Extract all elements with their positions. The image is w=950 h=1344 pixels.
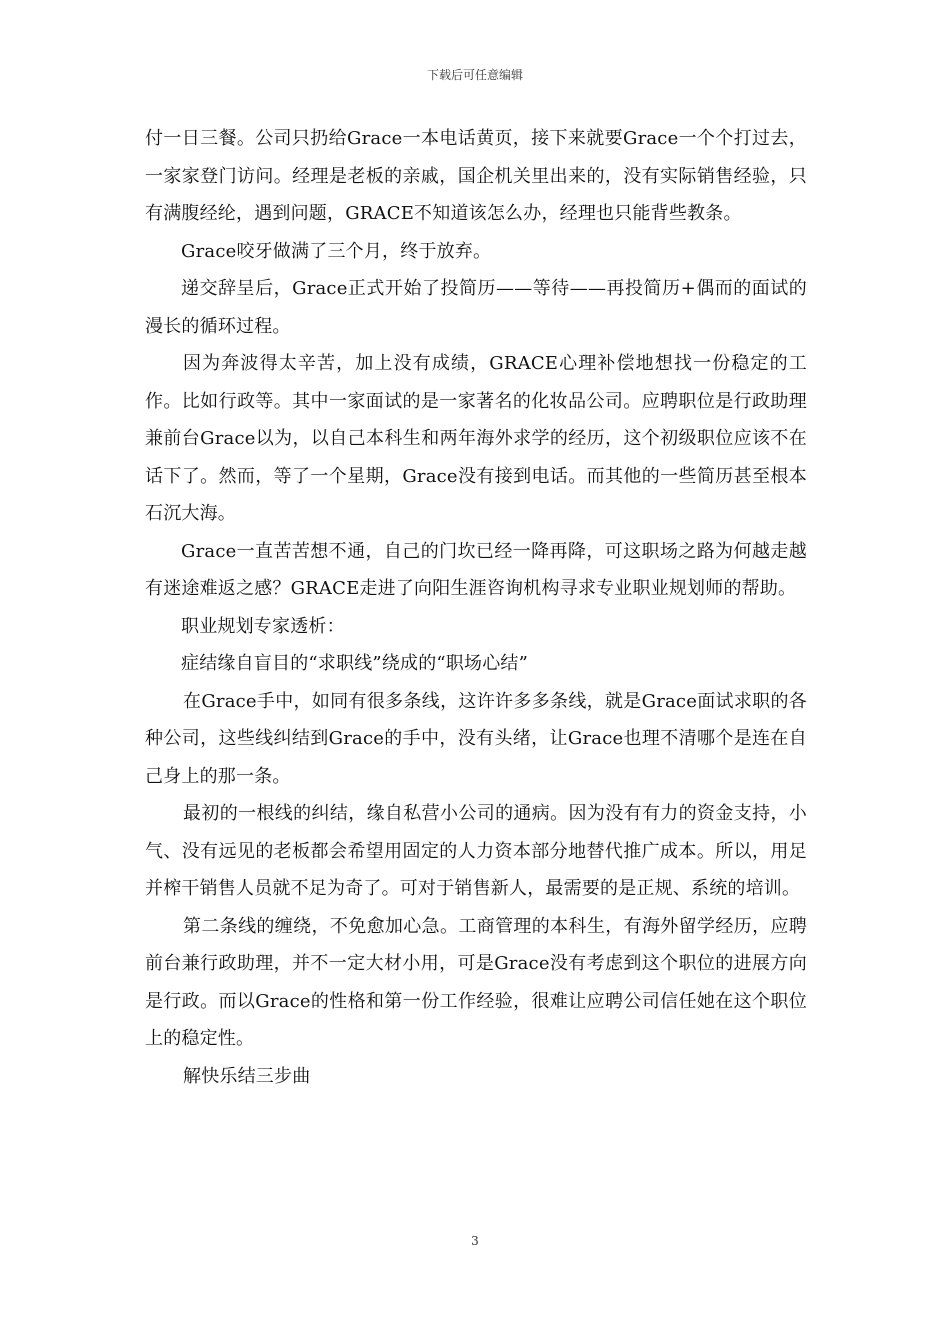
page-number: 3 — [471, 1234, 479, 1248]
paragraph-2: Grace咬牙做满了三个月，终于放弃。 — [181, 240, 492, 262]
paragraph-3: 递交辞呈后，Grace正式开始了投简历——等待——再投简历+偶而的面试的漫长的循环过程。 — [145, 278, 807, 337]
paragraph-11-section-heading: 解快乐结三步曲 — [183, 1065, 311, 1087]
paragraph-9: 最初的一根线的纠结，缘自私营小公司的通病。因为没有有力的资金支持，小气、没有远见的老板都会希望用固定的人力资本部分地替代推广成本。所以，用足并榨干销售人员就不足为奇了。可对于销售新人，最需要的是正规、系统的培训。 — [145, 803, 807, 899]
paragraph-5: Grace一直苦苦想不通，自己的门坎已经一降再降，可这职场之路为何越走越有迷途难返之感？GRACE走进了向阳生涯咨询机构寻求专业职业规划师的帮助。 — [145, 540, 807, 599]
document-body — [145, 120, 807, 1095]
paragraph-1: 付一日三餐。公司只扔给Grace一本电话黄页，接下来就要Grace一个个打过去，一家家登门访问。经理是老板的亲戚，国企机关里出来的，没有实际销售经验，只有满腹经纶，遇到问题，GRACE不知道该怎么办，经理也只能背些教条。 — [145, 128, 807, 224]
page-header: 下载后可任意编辑 — [426, 68, 523, 82]
paragraph-8: 在Grace手中，如同有很多条线，这许许多多条线，就是Grace面试求职的各种公司，这些线纠结到Grace的手中，没有头绪，让Grace也理不清哪个是连在自己身上的那一条。 — [145, 690, 807, 787]
paragraph-4: 因为奔波得太辛苦，加上没有成绩，GRACE心理补偿地想找一份稳定的工作。比如行政等。其中一家面试的是一家著名的化妆品公司。应聘职位是行政助理兼前台Grace以为，以自己本科生和两年海外求学的经历，这个初级职位应该不在话下了。然而，等了一个星期，Grace没有接到电话。而其他的一些简历甚至根本石沉大海。 — [145, 353, 807, 524]
paragraph-10: 第二条线的缠绕，不免愈加心急。工商管理的本科生，有海外留学经历，应聘前台兼行政助理，并不一定大材小用，可是Grace没有考虑到这个职位的进展方向是行政。而以Grace的性格和第一份工作经验，很难让应聘公司信任她在这个职位上的稳定性。 — [145, 915, 807, 1049]
paragraph-7-subheading: 症结缘自盲目的“求职线”绕成的“职场心结” — [181, 653, 529, 674]
paragraph-6-section-heading: 职业规划专家透析： — [181, 615, 345, 637]
